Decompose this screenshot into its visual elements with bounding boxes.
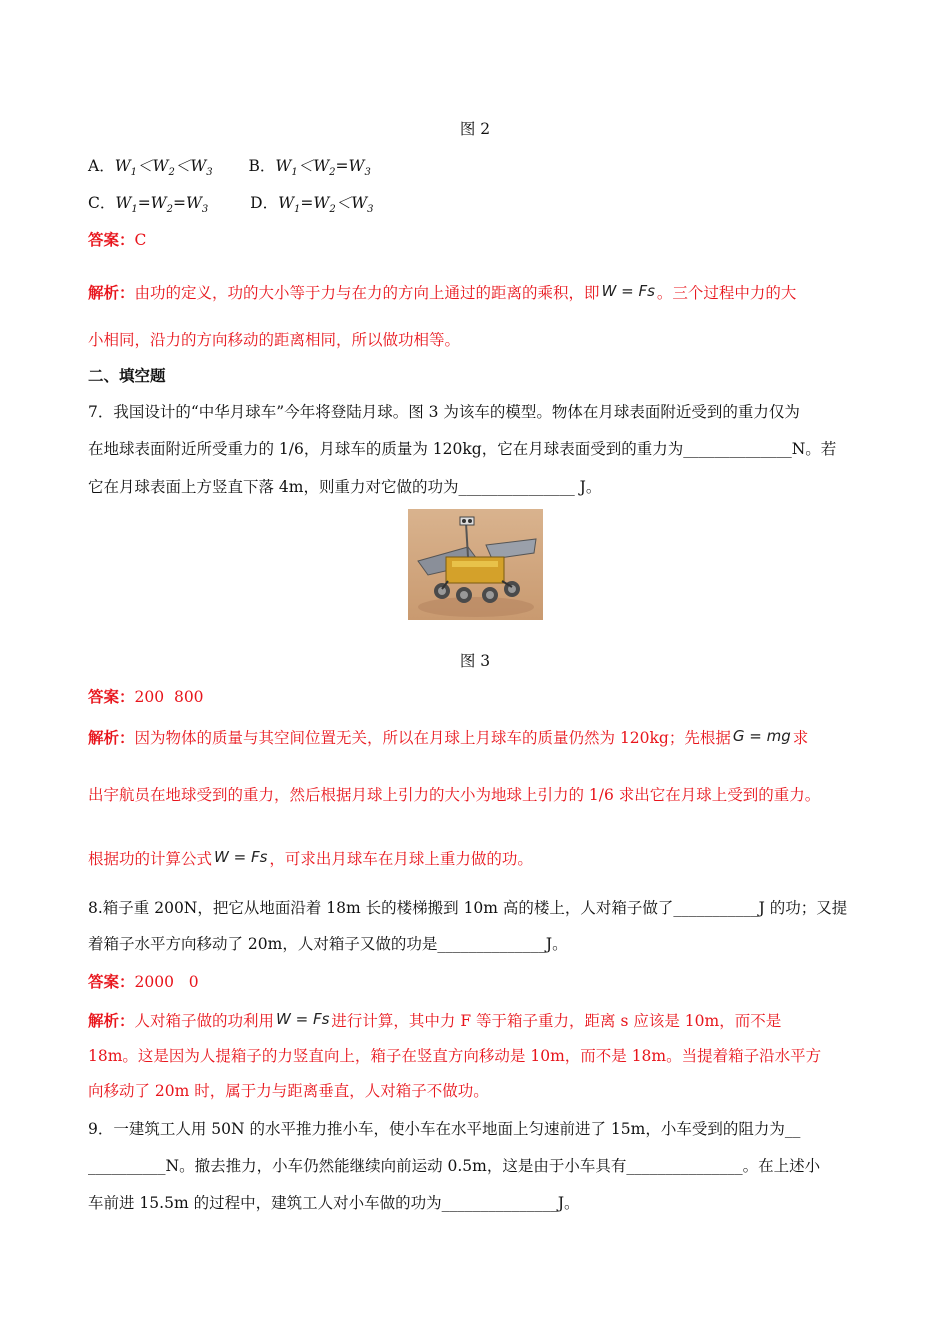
q7-line1: 7．我国设计的“中华月球车”今年将登陆月球。图 3 为该车的模型。物体在月球表面附近受到的重力仅为 bbox=[88, 403, 800, 421]
analysis-text: 由功的定义，功的大小等于力与在力的方向上通过的距离的乘积，即 bbox=[134, 284, 600, 302]
q6-analysis-line1 bbox=[88, 280, 796, 304]
answer-label: 答案： bbox=[88, 972, 135, 991]
q8-line1: 8.箱子重 200N，把它从地面沿着 18m 长的楼梯搬到 10m 高的楼上，人对箱子做了___________J 的功；又提 bbox=[88, 899, 848, 917]
analysis-text: ，可求出月球车在月球上重力做的功。 bbox=[269, 850, 533, 868]
analysis-text: 人对箱子做的功利用 bbox=[134, 1012, 275, 1030]
section-title: 二、填空题 bbox=[88, 366, 166, 385]
figure3-caption: 图 3 bbox=[459, 652, 491, 670]
analysis-text: 。三个过程中力的大 bbox=[656, 284, 797, 302]
option-c-text: $W_1=W_2=W_3$ bbox=[115, 194, 209, 216]
q9-line3: 车前进 15.5m 的过程中，建筑工人对小车做的功为_______________J。 bbox=[88, 1194, 580, 1212]
q7-analysis-line3 bbox=[88, 846, 533, 870]
lunar-rover-image bbox=[408, 509, 543, 620]
q7-analysis-line2: 出宇航员在地球受到的重力，然后根据月球上引力的大小为地球上引力的 1/6 求出它在月球上受到的重力。 bbox=[88, 786, 821, 804]
answer-value: 200 800 bbox=[134, 688, 204, 706]
option-a-letter: A． bbox=[88, 157, 115, 175]
formula-w-fs: W = Fs bbox=[214, 848, 268, 866]
q7-line3: 它在月球表面上方竖直下落 4m，则重力对它做的功为_______________ J。 bbox=[88, 478, 602, 496]
analysis-text: 根据功的计算公式 bbox=[88, 850, 213, 868]
q7-line2: 在地球表面附近所受重力的 1/6，月球车的质量为 120kg，它在月球表面受到的重力为______________N。若 bbox=[88, 440, 837, 458]
q6-options-row1 bbox=[88, 155, 371, 184]
analysis-label: 解析： bbox=[88, 728, 135, 747]
q8-analysis-line2: 18m。这是因为人提箱子的力竖直向上，箱子在竖直方向移动是 10m，而不是 18m。当提着箱子沿水平方 bbox=[88, 1047, 822, 1065]
q7-analysis-line1 bbox=[88, 725, 808, 749]
answer-label: 答案： bbox=[88, 230, 135, 249]
q8-analysis-line3: 向移动了 20m 时，属于力与距离垂直，人对箱子不做功。 bbox=[88, 1082, 489, 1100]
analysis-text: 进行计算，其中力 F 等于箱子重力，距离 s 应该是 10m，而不是 bbox=[331, 1012, 782, 1030]
option-b-text: $W_1<W_2=W_3$ bbox=[275, 157, 371, 179]
option-b-letter: B． bbox=[248, 157, 276, 175]
analysis-label: 解析： bbox=[88, 283, 135, 302]
q8-answer bbox=[88, 971, 199, 993]
option-a-text: $W_1<W_2<W_3$ bbox=[114, 157, 213, 179]
formula-w-fs: W = Fs bbox=[276, 1010, 330, 1028]
answer-label: 答案： bbox=[88, 687, 135, 706]
q9-line2: __________N。撤去推力，小车仍然能继续向前运动 0.5m，这是由于小车具有_______________。在上述小 bbox=[88, 1157, 821, 1175]
answer-value: 2000 0 bbox=[134, 973, 199, 991]
answer-value: C bbox=[134, 231, 147, 249]
q9-line1: 9．一建筑工人用 50N 的水平推力推小车，使小车在水平地面上匀速前进了 15m，小车受到的阻力为__ bbox=[88, 1120, 801, 1138]
analysis-text: 求 bbox=[792, 729, 809, 747]
q6-answer bbox=[88, 229, 146, 251]
formula-g-mg: G = mg bbox=[732, 727, 791, 745]
formula-w-fs: W = Fs bbox=[601, 282, 655, 300]
option-d-text: $W_1=W_2<W_3$ bbox=[278, 194, 374, 216]
q7-answer bbox=[88, 686, 204, 708]
q8-analysis-line1 bbox=[88, 1008, 781, 1032]
q8-line2: 着箱子水平方向移动了 20m，人对箱子又做的功是______________J。 bbox=[88, 935, 568, 953]
analysis-text: 因为物体的质量与其空间位置无关，所以在月球上月球车的质量仍然为 120kg；先根据 bbox=[134, 729, 731, 747]
option-c-letter: C． bbox=[88, 194, 116, 212]
q6-options-row2 bbox=[88, 192, 374, 221]
figure2-caption: 图 2 bbox=[459, 120, 491, 138]
analysis-label: 解析： bbox=[88, 1011, 135, 1030]
q6-analysis-line2: 小相同，沿力的方向移动的距离相同，所以做功相等。 bbox=[88, 331, 461, 349]
option-d-letter: D． bbox=[250, 194, 279, 212]
